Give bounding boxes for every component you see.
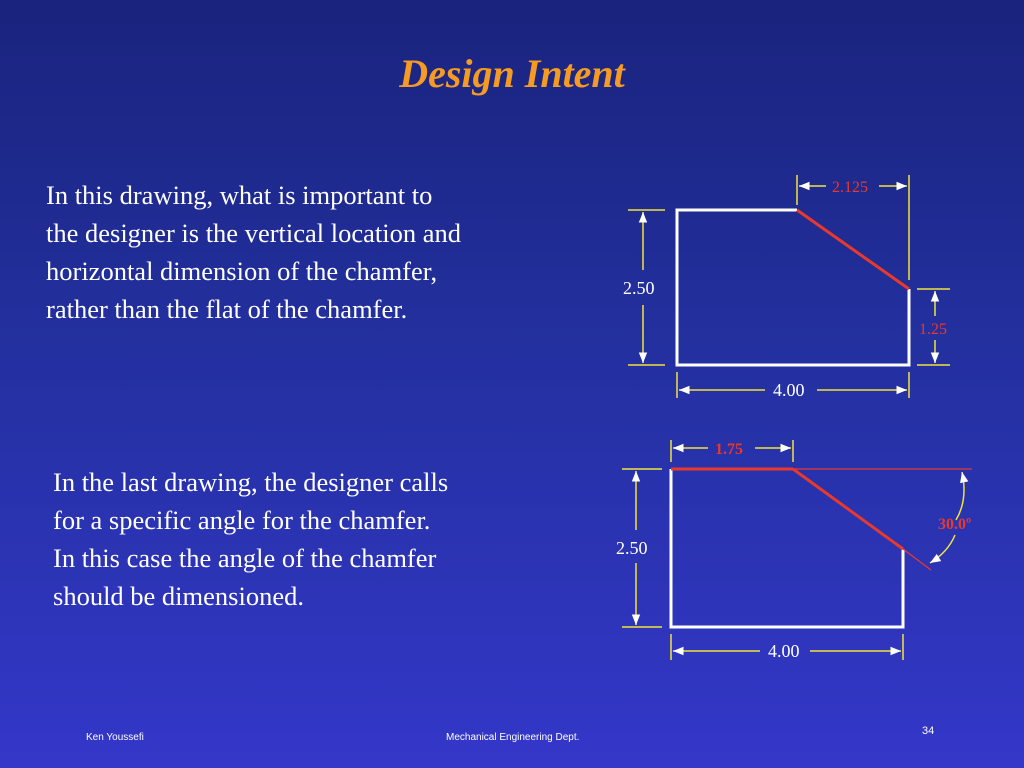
paragraph-2-line: In the last drawing, the designer calls: [53, 467, 449, 497]
chamfer-horizontal-label: 2.125: [832, 179, 868, 196]
angle-label: 30.0º: [938, 516, 972, 533]
chamfer-vertical-label: 1.25: [919, 321, 947, 338]
paragraph-2-line: should be dimensioned.: [53, 581, 304, 611]
angle-arc: [930, 535, 955, 563]
height-dimension-label: 2.50: [616, 538, 648, 558]
paragraph-1-line: the designer is the vertical location and: [46, 218, 462, 248]
extension-line: [903, 549, 931, 570]
paragraph-2-line: for a specific angle for the chamfer.: [53, 505, 431, 535]
slide-title: Design Intent: [399, 51, 625, 96]
chamfer-horizontal-label: 1.75: [715, 441, 743, 458]
paragraph-1-line: rather than the flat of the chamfer.: [46, 294, 408, 324]
height-dimension-label: 2.50: [623, 278, 655, 298]
paragraph-2-line: In this case the angle of the chamfer: [53, 543, 437, 573]
footer-department: Mechanical Engineering Dept.: [446, 732, 580, 743]
angle-arc: [956, 472, 964, 520]
drawing-2: [616, 440, 972, 661]
paragraph-1-line: In this drawing, what is important to: [46, 180, 433, 210]
chamfer-line: [797, 210, 909, 289]
width-dimension-label: 4.00: [768, 641, 800, 661]
part-outline: [677, 210, 909, 365]
paragraph-1-line: horizontal dimension of the chamfer,: [46, 256, 438, 286]
width-dimension-label: 4.00: [773, 380, 805, 400]
page-number: 34: [922, 725, 935, 737]
chamfer-line: [793, 469, 903, 549]
footer-author: Ken Youssefi: [86, 732, 144, 743]
part-outline: [671, 469, 903, 627]
drawing-1: [623, 175, 950, 400]
